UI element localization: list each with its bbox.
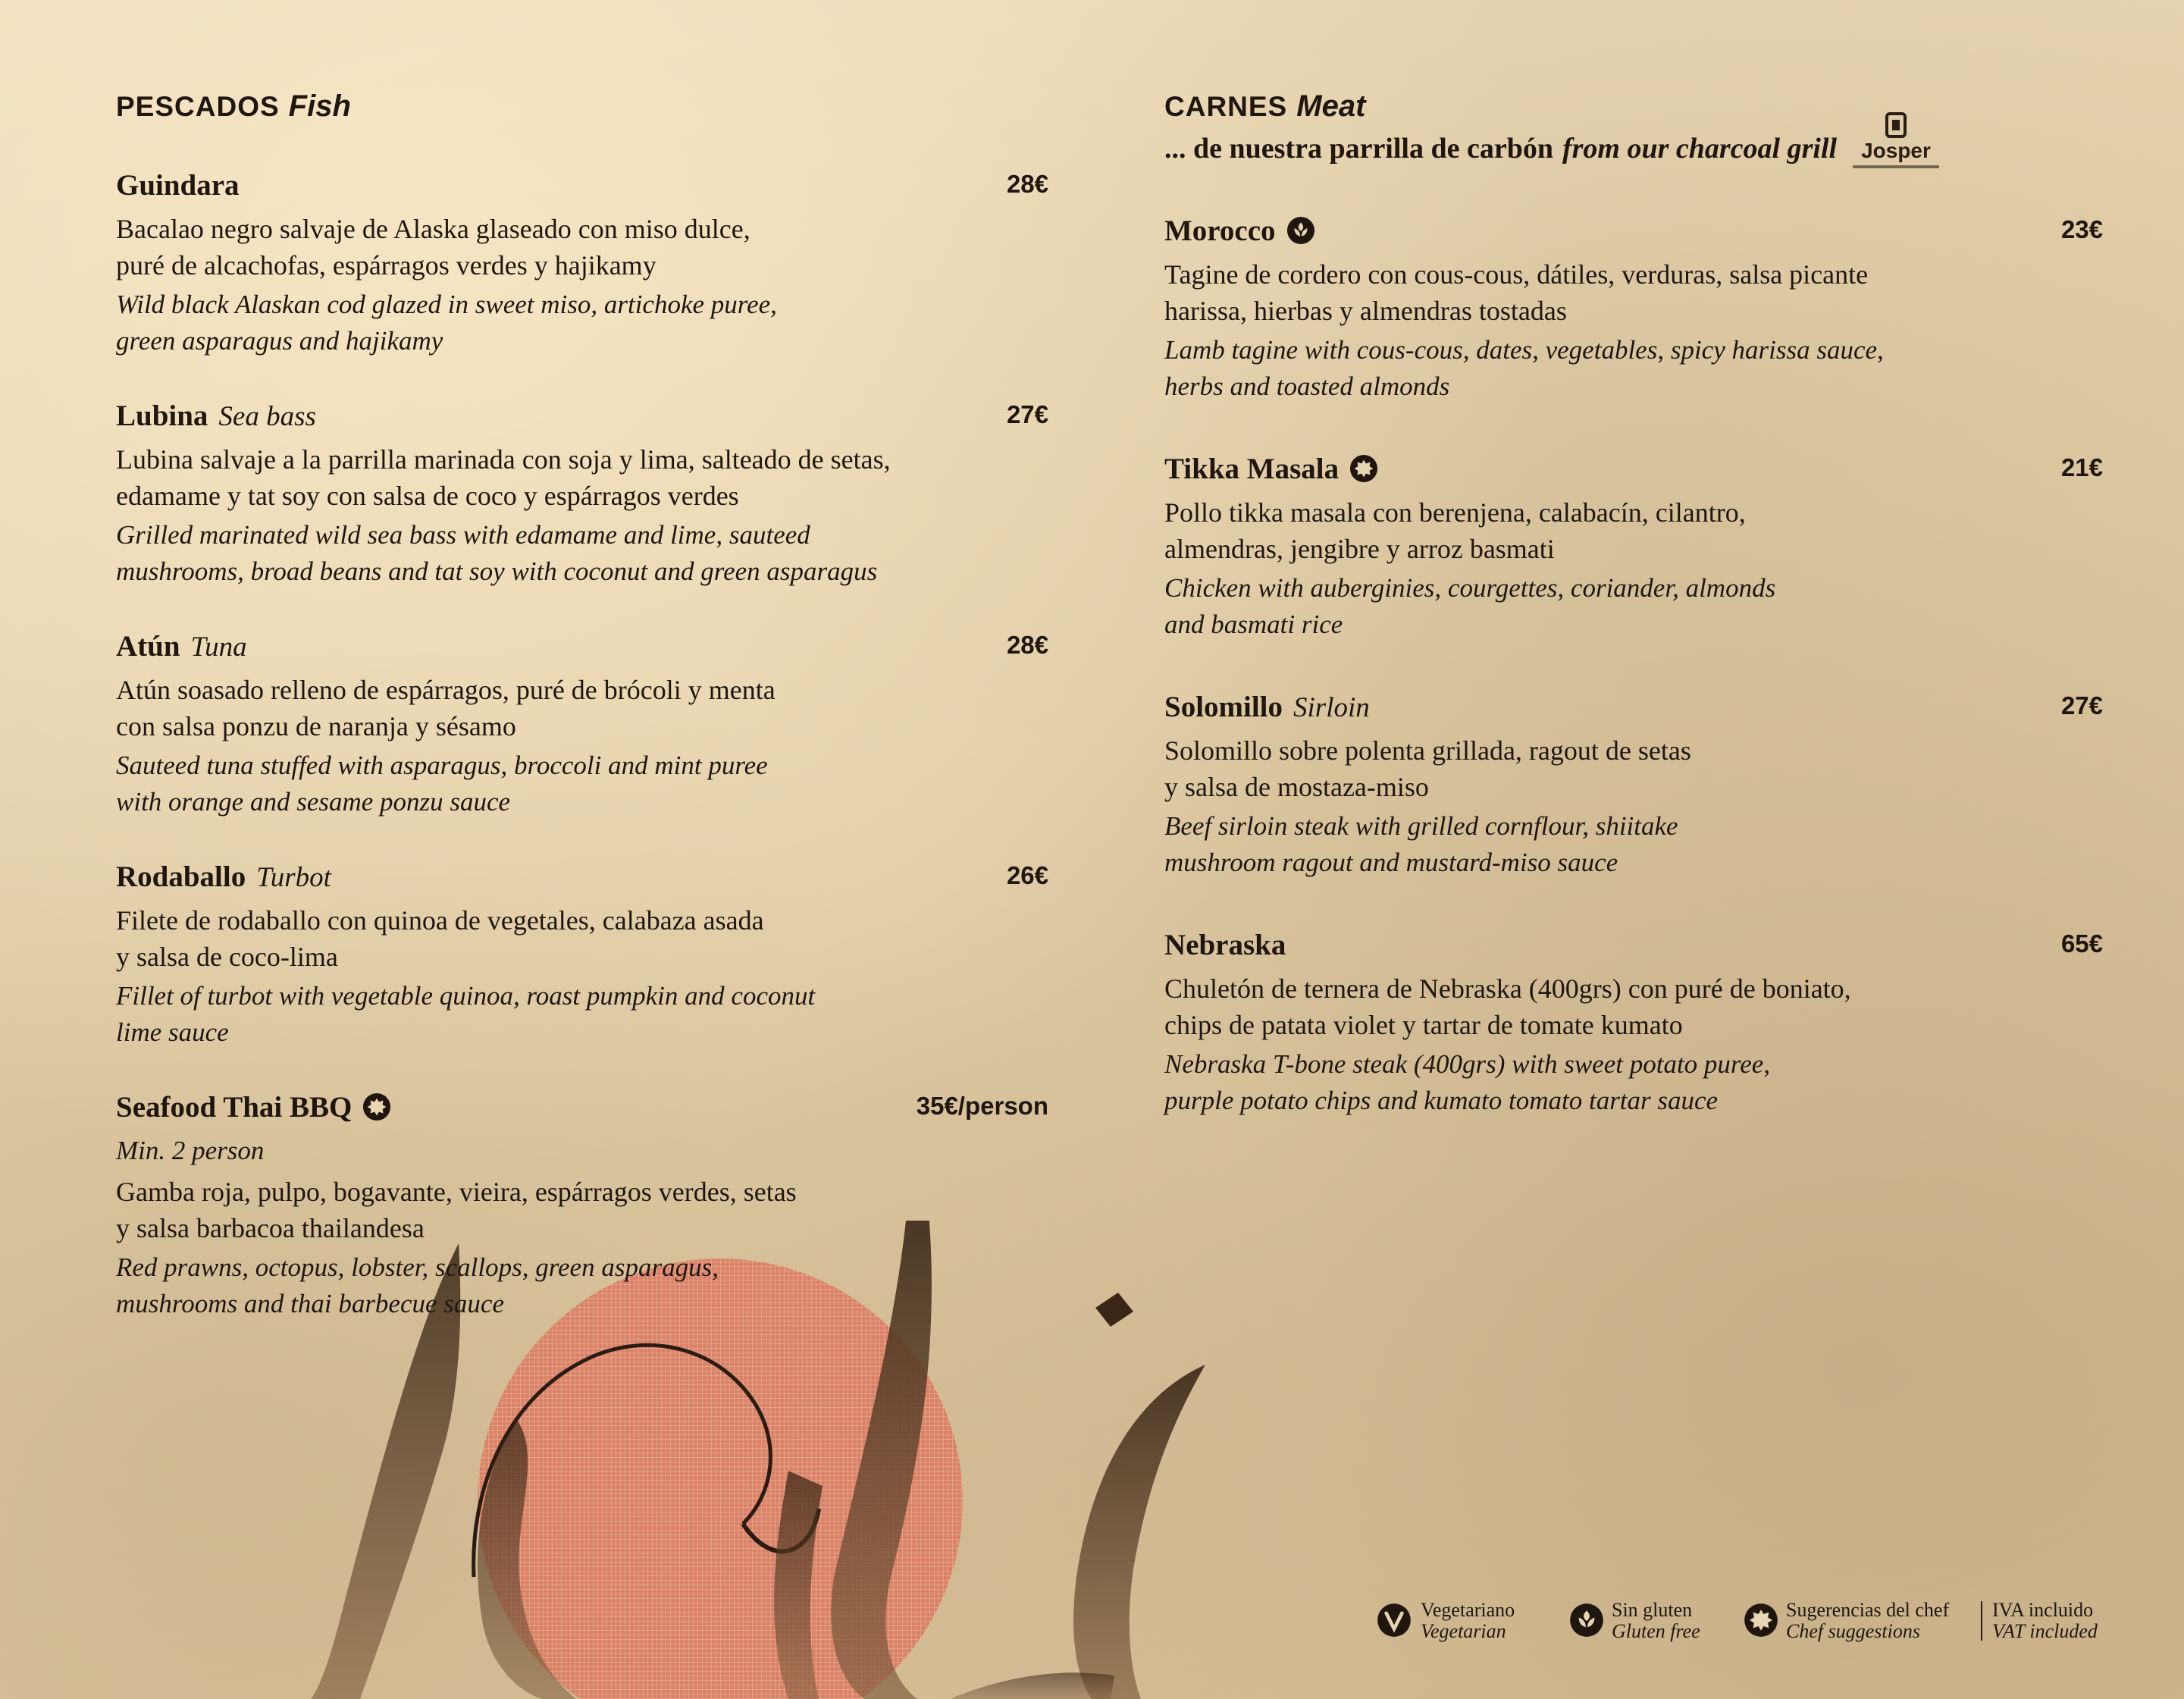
dish-description-es: Pollo tikka masala con berenjena, calabacín, cilantro, almendras, jengibre y arroz basmati (1164, 497, 1746, 564)
chef-suggestion-icon (362, 1092, 391, 1121)
chef-suggestion-icon (1349, 454, 1378, 483)
dish-atun (116, 629, 1048, 820)
grill-subtitle: ... de nuestra parrilla de carbón from our charcoal grill (1164, 133, 1838, 165)
section-title-fish: PESCADOS Fish (116, 89, 351, 123)
minimum-persons: Min. 2 person (116, 1136, 265, 1165)
josper-logo (1839, 111, 1953, 179)
dish-description-en: Beef sirloin steak with grilled cornflour, shiitake mushroom ragout and mustard-miso sauce (1164, 811, 1678, 877)
dish-tikka-masala (1164, 452, 2103, 643)
dish-price: 28€ (1006, 631, 1048, 659)
dish-name: Morocco (1164, 215, 1315, 247)
dish-name: Lubina Sea bass (116, 400, 316, 432)
dish-lubina (116, 399, 1048, 590)
dish-price: 23€ (2060, 215, 2103, 243)
dish-description-en: Grilled marinated wild sea bass with edamame and lime, sauteed mushrooms, broad beans and tat soy with coconut and green asparagus (116, 520, 878, 586)
gluten-free-icon (1286, 216, 1315, 245)
dish-name: Solomillo Sirloin (1164, 691, 1370, 723)
dish-solomillo (1164, 690, 2103, 881)
legend-divider (1981, 1601, 1982, 1641)
svg-text:Josper: Josper (1861, 139, 1931, 162)
dish-name: Seafood Thai BBQ (116, 1091, 391, 1124)
dish-morocco (1164, 214, 2103, 405)
dish-description-es: Chuletón de ternera de Nebraska (400grs) con puré de boniato, chips de patata violet y tartar de tomate kumato (1164, 973, 1851, 1040)
dish-price: 27€ (1006, 400, 1048, 428)
dish-rodaballo (116, 860, 1048, 1051)
section-title-meat: CARNES Meat (1164, 89, 1366, 123)
dish-nebraska (1164, 928, 2103, 1119)
dish-description-es: Solomillo sobre polenta grillada, ragout de setas y salsa de mostaza-miso (1164, 735, 1691, 802)
dish-name: Atún Tuna (116, 630, 247, 663)
gluten-free-icon (1569, 1603, 1604, 1638)
dish-name: Rodaballo Turbot (116, 860, 331, 893)
dish-description-en: Lamb tagine with cous-cous, dates, vegetables, spicy harissa sauce, herbs and toasted almonds (1164, 335, 1884, 401)
dish-description-en: Chicken with auberginies, courgettes, coriander, almonds and basmati rice (1164, 573, 1776, 639)
dish-description-en: Nebraska T-bone steak (400grs) with sweet potato puree, purple potato chips and kumato tomato tartar sauce (1164, 1049, 1771, 1115)
dish-description-es: Atún soasado relleno de espárragos, puré de brócoli y menta con salsa ponzu de naranja y sésamo (116, 675, 776, 741)
dish-name: Tikka Masala (1164, 453, 1378, 485)
dish-price: 28€ (1006, 170, 1048, 198)
dish-name: Nebraska (1164, 929, 1286, 961)
dish-description-es: Lubina salvaje a la parrilla marinada con soja y lima, salteado de setas, edamame y tat soy con salsa de coco y espárragos verdes (116, 444, 891, 511)
dish-price: 27€ (2060, 691, 2103, 719)
dish-guindara (116, 168, 1048, 359)
dish-price: 21€ (2060, 453, 2103, 481)
dish-name: Guindara (116, 169, 240, 202)
chef-suggestion-icon (1744, 1603, 1778, 1638)
dish-price: 65€ (2060, 929, 2103, 958)
dish-price: 26€ (1006, 861, 1048, 889)
dish-description-en: Sauteed tuna stuffed with asparagus, broccoli and mint puree with orange and sesame ponzu sauce (116, 751, 768, 817)
dish-description-en: Fillet of turbot with vegetable quinoa, roast pumpkin and coconut lime sauce (116, 981, 816, 1047)
dish-description-es: Tagine de cordero con cous-cous, dátiles, verduras, salsa picante harissa, hierbas y almendras tostadas (1164, 259, 1869, 326)
dish-description-es: Bacalao negro salvaje de Alaska glaseado con miso dulce, puré de alcachofas, espárragos verdes y hajikamy (116, 214, 750, 281)
dish-description-es: Filete de rodaballo con quinoa de vegetales, calabaza asada y salsa de coco-lima (116, 905, 764, 972)
dish-price: 35€/person (916, 1092, 1048, 1120)
dish-description-es: Gamba roja, pulpo, bogavante, vieira, espárragos verdes, setas y salsa barbacoa thailandesa (116, 1177, 797, 1243)
dish-seafood-thai-bbq (116, 1090, 1048, 1322)
dish-description-en: Wild black Alaskan cod glazed in sweet miso, artichoke puree, green asparagus and hajikamy (116, 290, 777, 356)
dish-description-en: Red prawns, octopus, lobster, scallops, green asparagus, mushrooms and thai barbecue sauce (116, 1252, 719, 1318)
vegetarian-icon (1377, 1603, 1412, 1638)
